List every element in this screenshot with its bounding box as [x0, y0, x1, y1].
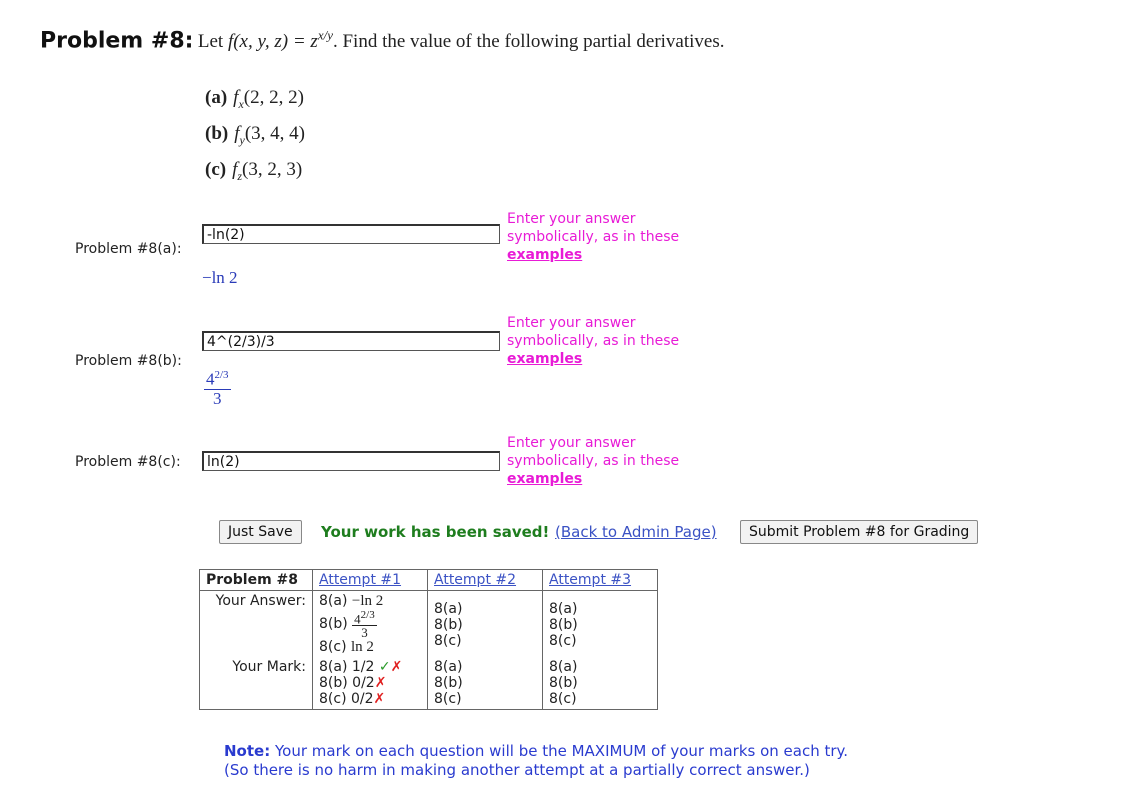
answer-c-label: Problem #8(c):: [75, 454, 181, 470]
part-a: (a) $f_x(2$, 2, 2): [205, 87, 304, 111]
answer-c-hint: Enter your answer symbolically, as in these examples: [507, 435, 680, 487]
attempt-3-answer: 8(a) 8(b) 8(c): [543, 591, 658, 658]
your-mark-row: [200, 657, 658, 710]
attempt-2-answer: 8(a) 8(b) 8(c): [428, 591, 543, 658]
just-save-button[interactable]: Just Save: [219, 520, 302, 544]
grading-note: Note: Your mark on each question will be the MAXIMUM of your marks on each try. (So there is no harm in making another attempt at a partially correct answer.): [224, 742, 849, 779]
answer-a-label: Problem #8(a):: [75, 241, 182, 257]
problem-heading: [40, 28, 725, 53]
answer-c-input[interactable]: [202, 451, 500, 471]
examples-link-c[interactable]: examples: [507, 471, 583, 487]
check-icon: ✓: [378, 659, 391, 676]
answer-a-hint: Enter your answer symbolically, as in these examples: [507, 211, 680, 263]
answer-a-input[interactable]: [202, 224, 500, 244]
attempt-2-link[interactable]: Attempt #2: [434, 572, 517, 588]
attempt-1-link[interactable]: Attempt #1: [319, 572, 402, 588]
cross-icon: ✗: [373, 691, 386, 708]
attempts-header-problem: Problem #8: [200, 570, 313, 591]
cross-icon: ✗: [374, 675, 387, 692]
attempts-header-row: [200, 570, 658, 591]
problem-statement: Let f(x, y, $z) = z^{x/y}$. Find the value of the following partial derivatives.: [197, 28, 725, 53]
attempts-table: [199, 569, 658, 710]
back-to-admin-link[interactable]: (Back to Admin Page): [555, 523, 717, 541]
cross-icon: ✗: [390, 659, 403, 676]
examples-link-b[interactable]: examples: [507, 351, 583, 367]
part-b: (b) $f_y(3$, 4, 4): [205, 123, 305, 147]
attempt-3-mark: 8(a) 8(b) 8(c): [543, 657, 658, 710]
part-c: (c) $f_z(3$, 2, 3): [205, 159, 303, 183]
attempt-1-mark: 8(a) 1/2 ✓✗ 8(b) 0/2✗ 8(c) 0/2✗: [313, 657, 428, 710]
answer-b-label: Problem #8(b):: [75, 353, 182, 369]
your-answer-row: [200, 591, 658, 658]
attempt-1-answer: 8(a) −ln 2 8(b) $\frac{4^{2/3}}{3}$ 8(c) ln 2: [313, 591, 428, 658]
your-answer-label: Your Answer:: [200, 591, 313, 658]
answer-b-input[interactable]: [202, 331, 500, 351]
attempt-2-mark: 8(a) 8(b) 8(c): [428, 657, 543, 710]
attempt-3-link[interactable]: Attempt #3: [549, 572, 632, 588]
your-mark-label: Your Mark:: [200, 657, 313, 710]
answer-b-hint: Enter your answer symbolically, as in these examples: [507, 315, 680, 367]
saved-message: Your work has been saved!: [321, 523, 550, 541]
problem-title: Problem #8:: [40, 28, 194, 54]
answer-b-preview: $\frac{4^{2/3}}{3}$: [204, 366, 231, 408]
submit-grading-button[interactable]: Submit Problem #8 for Grading: [740, 520, 978, 544]
examples-link-a[interactable]: examples: [507, 247, 583, 263]
answer-a-preview: −ln 2: [202, 268, 238, 287]
